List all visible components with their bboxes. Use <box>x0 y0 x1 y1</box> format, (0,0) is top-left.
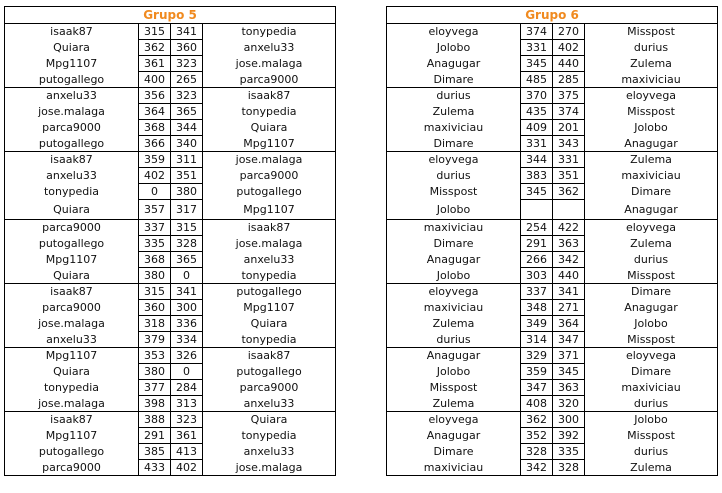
match-row <box>5 252 336 268</box>
match-row <box>5 364 336 380</box>
match-row <box>387 184 718 200</box>
away-score: 360 <box>171 40 203 56</box>
away-player: tonypedia <box>241 105 297 118</box>
away-score: 344 <box>171 120 203 136</box>
match-row <box>387 24 718 40</box>
away-player: Anagugar <box>624 301 678 314</box>
home-player: Quiara <box>53 365 90 378</box>
home-score: 388 <box>139 412 171 428</box>
home-player: Zulema <box>432 105 475 118</box>
home-score: 435 <box>521 104 553 120</box>
away-score: 0 <box>171 268 203 284</box>
home-player: Jolobo <box>387 268 521 284</box>
away-score: 342 <box>553 252 585 268</box>
match-row <box>387 236 718 252</box>
away-player: durius <box>633 253 669 266</box>
away-score: 265 <box>171 72 203 88</box>
away-player: Jolobo <box>634 121 668 134</box>
home-player: anxelu33 <box>46 89 97 103</box>
away-score: 284 <box>171 380 203 396</box>
home-player: parca9000 <box>42 301 101 314</box>
match-row <box>387 40 718 56</box>
home-score: 349 <box>521 316 553 332</box>
away-player: Zulema <box>630 153 672 167</box>
away-score: 340 <box>171 136 203 152</box>
match-row <box>5 56 336 72</box>
home-player: Jolobo <box>387 200 521 220</box>
home-score: 348 <box>521 300 553 316</box>
home-player: Dimare <box>387 72 521 88</box>
away-player: Quiara <box>250 413 288 427</box>
match-row <box>387 136 718 152</box>
home-score: 385 <box>139 444 171 460</box>
match-row <box>5 316 336 332</box>
home-player: eloyvega <box>428 285 479 299</box>
away-player: Anagugar <box>585 200 718 220</box>
away-score: 341 <box>171 24 203 40</box>
match-row <box>5 220 336 236</box>
home-score: 359 <box>521 364 553 380</box>
match-row <box>387 284 718 300</box>
home-score: 254 <box>521 220 553 236</box>
home-player: Jolobo <box>436 41 471 54</box>
home-score: 318 <box>139 316 171 332</box>
home-player: eloyvega <box>428 25 479 39</box>
home-player: jose.malaga <box>38 317 105 330</box>
away-score: 320 <box>553 396 585 412</box>
away-score: 315 <box>171 220 203 236</box>
home-score: 383 <box>521 168 553 184</box>
home-player: Anagugar <box>426 429 481 442</box>
away-player: anxelu33 <box>243 445 295 458</box>
away-score: 323 <box>171 412 203 428</box>
away-player: Anagugar <box>585 136 718 152</box>
home-player: Mpg1107 <box>45 429 98 442</box>
away-player: Zulema <box>630 57 672 70</box>
home-player: Quiara <box>5 268 139 284</box>
home-player: isaak87 <box>50 25 93 39</box>
away-player: Misspost <box>627 25 675 39</box>
away-score: 343 <box>553 136 585 152</box>
away-score: 362 <box>553 184 585 200</box>
home-score: 379 <box>139 332 171 348</box>
home-score: 366 <box>139 136 171 152</box>
home-score: 352 <box>521 428 553 444</box>
match-row <box>387 412 718 428</box>
home-player: eloyvega <box>428 413 479 427</box>
group-6-body <box>387 7 718 476</box>
home-score: 291 <box>139 428 171 444</box>
match-row <box>387 348 718 364</box>
away-player: jose.malaga <box>235 153 303 167</box>
match-row <box>387 268 718 284</box>
match-row <box>387 120 718 136</box>
home-score: 398 <box>139 396 171 412</box>
away-player: Zulema <box>630 237 672 250</box>
home-score: 303 <box>521 268 553 284</box>
home-score: 400 <box>139 72 171 88</box>
home-player: eloyvega <box>428 153 479 167</box>
home-player: Misspost <box>429 381 478 394</box>
match-row <box>5 332 336 348</box>
home-score <box>521 200 553 220</box>
home-score: 362 <box>521 412 553 428</box>
away-score: 0 <box>171 364 203 380</box>
away-player: Mpg1107 <box>243 301 295 314</box>
away-player: maxiviciau <box>621 169 681 182</box>
match-row <box>5 120 336 136</box>
away-score: 323 <box>171 56 203 72</box>
away-player: putogallego <box>236 285 302 299</box>
away-player: putogallego <box>236 185 302 198</box>
match-row <box>387 444 718 460</box>
away-player: Dimare <box>631 365 672 378</box>
away-score: 323 <box>171 88 203 104</box>
match-row <box>387 168 718 184</box>
home-score: 328 <box>521 444 553 460</box>
home-score: 368 <box>139 120 171 136</box>
match-row <box>5 268 336 284</box>
home-player: maxiviciau <box>423 121 484 134</box>
away-score: 335 <box>553 444 585 460</box>
away-score: 422 <box>553 220 585 236</box>
match-row <box>387 220 718 236</box>
away-player: Misspost <box>585 332 718 348</box>
home-player: Quiara <box>5 200 139 220</box>
home-player: Mpg1107 <box>45 57 98 70</box>
group-5-body <box>5 7 336 476</box>
home-player: isaak87 <box>50 153 93 167</box>
match-row <box>5 184 336 200</box>
home-player: durius <box>387 332 521 348</box>
home-player: durius <box>436 169 471 182</box>
away-player: Jolobo <box>634 413 668 427</box>
away-player: putogallego <box>236 365 302 378</box>
away-player: jose.malaga <box>235 237 303 250</box>
home-player: maxiviciau <box>423 460 484 474</box>
home-player: Misspost <box>429 185 478 198</box>
home-player: Anagugar <box>426 253 481 266</box>
home-player: Mpg1107 <box>45 253 98 266</box>
away-score: 363 <box>553 236 585 252</box>
away-score: 361 <box>171 428 203 444</box>
home-score: 370 <box>521 88 553 104</box>
away-player: parca9000 <box>239 169 299 182</box>
home-score: 337 <box>139 220 171 236</box>
home-score: 380 <box>139 268 171 284</box>
away-player: Jolobo <box>634 317 668 330</box>
match-row <box>5 88 336 104</box>
away-player: anxelu33 <box>203 396 336 412</box>
away-score: 201 <box>553 120 585 136</box>
home-score: 335 <box>139 236 171 252</box>
home-score: 315 <box>139 24 171 40</box>
away-player: isaak87 <box>247 221 291 235</box>
match-row <box>5 412 336 428</box>
match-row <box>387 104 718 120</box>
home-player: putogallego <box>38 237 105 250</box>
away-player: isaak87 <box>247 349 291 363</box>
home-score: 409 <box>521 120 553 136</box>
match-row <box>5 72 336 88</box>
away-player: parca9000 <box>239 381 299 394</box>
home-player: parca9000 <box>42 121 101 134</box>
home-score: 408 <box>521 396 553 412</box>
home-player: Zulema <box>432 317 475 330</box>
away-score: 326 <box>171 348 203 364</box>
home-score: 337 <box>521 284 553 300</box>
home-score: 345 <box>521 184 553 200</box>
match-row <box>5 300 336 316</box>
away-score: 374 <box>553 104 585 120</box>
away-score: 313 <box>171 396 203 412</box>
away-score: 351 <box>553 168 585 184</box>
match-row <box>387 152 718 168</box>
away-score: 392 <box>553 428 585 444</box>
match-row <box>5 136 336 152</box>
match-row <box>5 24 336 40</box>
home-score: 331 <box>521 40 553 56</box>
match-row <box>387 396 718 412</box>
away-score: 363 <box>553 380 585 396</box>
away-score: 341 <box>553 284 585 300</box>
away-player: jose.malaga <box>235 460 303 474</box>
home-score: 329 <box>521 348 553 364</box>
home-player: putogallego <box>38 445 105 458</box>
match-row <box>5 348 336 364</box>
away-score: 328 <box>171 236 203 252</box>
group-title: Grupo 6 <box>387 7 718 24</box>
away-player: durius <box>633 41 669 54</box>
match-row <box>387 364 718 380</box>
home-score: 331 <box>521 136 553 152</box>
match-row <box>5 284 336 300</box>
away-player: Misspost <box>627 105 675 118</box>
away-player: tonypedia <box>241 429 297 442</box>
home-player: putogallego <box>5 72 139 88</box>
home-player: Jolobo <box>436 365 471 378</box>
home-player: Dimare <box>387 136 521 152</box>
home-score: 356 <box>139 88 171 104</box>
away-player: isaak87 <box>247 89 291 103</box>
away-score: 270 <box>553 24 585 40</box>
home-score: 314 <box>521 332 553 348</box>
match-row <box>5 460 336 476</box>
match-row <box>387 252 718 268</box>
match-row <box>387 460 718 476</box>
away-player: anxelu33 <box>243 253 295 266</box>
home-score: 353 <box>139 348 171 364</box>
match-row <box>387 88 718 104</box>
home-player: durius <box>436 89 471 103</box>
away-score: 371 <box>553 348 585 364</box>
away-player: tonypedia <box>203 268 336 284</box>
home-score: 362 <box>139 40 171 56</box>
match-row <box>387 316 718 332</box>
away-score <box>553 200 585 220</box>
match-row <box>5 152 336 168</box>
match-row <box>387 332 718 348</box>
away-player: Mpg1107 <box>203 200 336 220</box>
away-player: Misspost <box>585 268 718 284</box>
home-player: Quiara <box>53 41 90 54</box>
match-row <box>387 72 718 88</box>
home-score: 377 <box>139 380 171 396</box>
away-score: 375 <box>553 88 585 104</box>
home-player: isaak87 <box>50 413 93 427</box>
away-score: 336 <box>171 316 203 332</box>
away-score: 380 <box>171 184 203 200</box>
home-player: Mpg1107 <box>45 349 98 363</box>
match-row <box>5 396 336 412</box>
home-score: 368 <box>139 252 171 268</box>
home-score: 344 <box>521 152 553 168</box>
away-player: eloyvega <box>625 349 677 363</box>
away-player: maxiviciau <box>585 72 718 88</box>
away-player: jose.malaga <box>235 57 303 70</box>
away-player: parca9000 <box>203 72 336 88</box>
home-score: 357 <box>139 200 171 220</box>
away-score: 351 <box>171 168 203 184</box>
home-score: 266 <box>521 252 553 268</box>
match-row <box>5 380 336 396</box>
group-title: Grupo 5 <box>5 7 336 24</box>
away-score: 317 <box>171 200 203 220</box>
away-player: Misspost <box>627 429 675 442</box>
home-player: isaak87 <box>50 285 93 299</box>
match-row <box>387 200 718 220</box>
home-player: putogallego <box>5 136 139 152</box>
home-score: 374 <box>521 24 553 40</box>
away-score: 271 <box>553 300 585 316</box>
away-score: 300 <box>171 300 203 316</box>
away-player: anxelu33 <box>243 41 295 54</box>
match-row <box>387 56 718 72</box>
home-player: Dimare <box>433 237 474 250</box>
group-5-table <box>4 6 336 476</box>
away-score: 413 <box>171 444 203 460</box>
away-score: 364 <box>553 316 585 332</box>
away-player: durius <box>633 445 669 458</box>
home-player: Dimare <box>433 445 474 458</box>
home-score: 342 <box>521 460 553 476</box>
home-score: 361 <box>139 56 171 72</box>
home-player: tonypedia <box>43 185 100 198</box>
home-score: 347 <box>521 380 553 396</box>
away-score: 347 <box>553 332 585 348</box>
away-player: Mpg1107 <box>203 136 336 152</box>
away-score: 402 <box>171 460 203 476</box>
away-score: 311 <box>171 152 203 168</box>
away-player: durius <box>585 396 718 412</box>
home-player: parca9000 <box>42 460 101 474</box>
away-score: 365 <box>171 252 203 268</box>
home-score: 291 <box>521 236 553 252</box>
home-score: 0 <box>139 184 171 200</box>
home-player: Anagugar <box>426 57 481 70</box>
group-6-table <box>386 6 718 476</box>
away-score: 334 <box>171 332 203 348</box>
home-player: parca9000 <box>42 221 101 235</box>
home-player: Anagugar <box>426 349 481 363</box>
away-player: eloyvega <box>625 221 677 235</box>
away-player: Dimare <box>631 185 672 198</box>
away-score: 440 <box>553 268 585 284</box>
home-player: jose.malaga <box>38 105 105 118</box>
home-player: jose.malaga <box>5 396 139 412</box>
away-player: tonypedia <box>241 25 297 39</box>
away-player: Dimare <box>631 285 672 299</box>
match-row <box>5 200 336 220</box>
away-score: 328 <box>553 460 585 476</box>
match-row <box>5 428 336 444</box>
match-row <box>5 104 336 120</box>
home-score: 364 <box>139 104 171 120</box>
match-row <box>387 300 718 316</box>
away-player: maxiviciau <box>621 381 681 394</box>
home-player: anxelu33 <box>5 332 139 348</box>
away-score: 300 <box>553 412 585 428</box>
home-score: 433 <box>139 460 171 476</box>
away-player: Zulema <box>630 460 672 474</box>
home-player: maxiviciau <box>423 221 484 235</box>
home-score: 402 <box>139 168 171 184</box>
home-player: maxiviciau <box>423 301 484 314</box>
home-score: 360 <box>139 300 171 316</box>
away-score: 440 <box>553 56 585 72</box>
home-score: 485 <box>521 72 553 88</box>
match-row <box>387 380 718 396</box>
home-score: 380 <box>139 364 171 380</box>
away-player: eloyvega <box>625 89 677 103</box>
match-row <box>5 40 336 56</box>
match-row <box>387 428 718 444</box>
match-row <box>5 444 336 460</box>
away-player: Quiara <box>250 317 288 330</box>
away-player: Quiara <box>250 121 288 134</box>
away-score: 402 <box>553 40 585 56</box>
match-row <box>5 168 336 184</box>
away-score: 345 <box>553 364 585 380</box>
home-score: 315 <box>139 284 171 300</box>
match-row <box>5 236 336 252</box>
home-player: tonypedia <box>43 381 100 394</box>
home-score: 359 <box>139 152 171 168</box>
home-player: Zulema <box>387 396 521 412</box>
away-score: 331 <box>553 152 585 168</box>
away-score: 285 <box>553 72 585 88</box>
away-score: 365 <box>171 104 203 120</box>
away-player: tonypedia <box>203 332 336 348</box>
home-player: anxelu33 <box>46 169 97 182</box>
home-score: 345 <box>521 56 553 72</box>
away-score: 341 <box>171 284 203 300</box>
